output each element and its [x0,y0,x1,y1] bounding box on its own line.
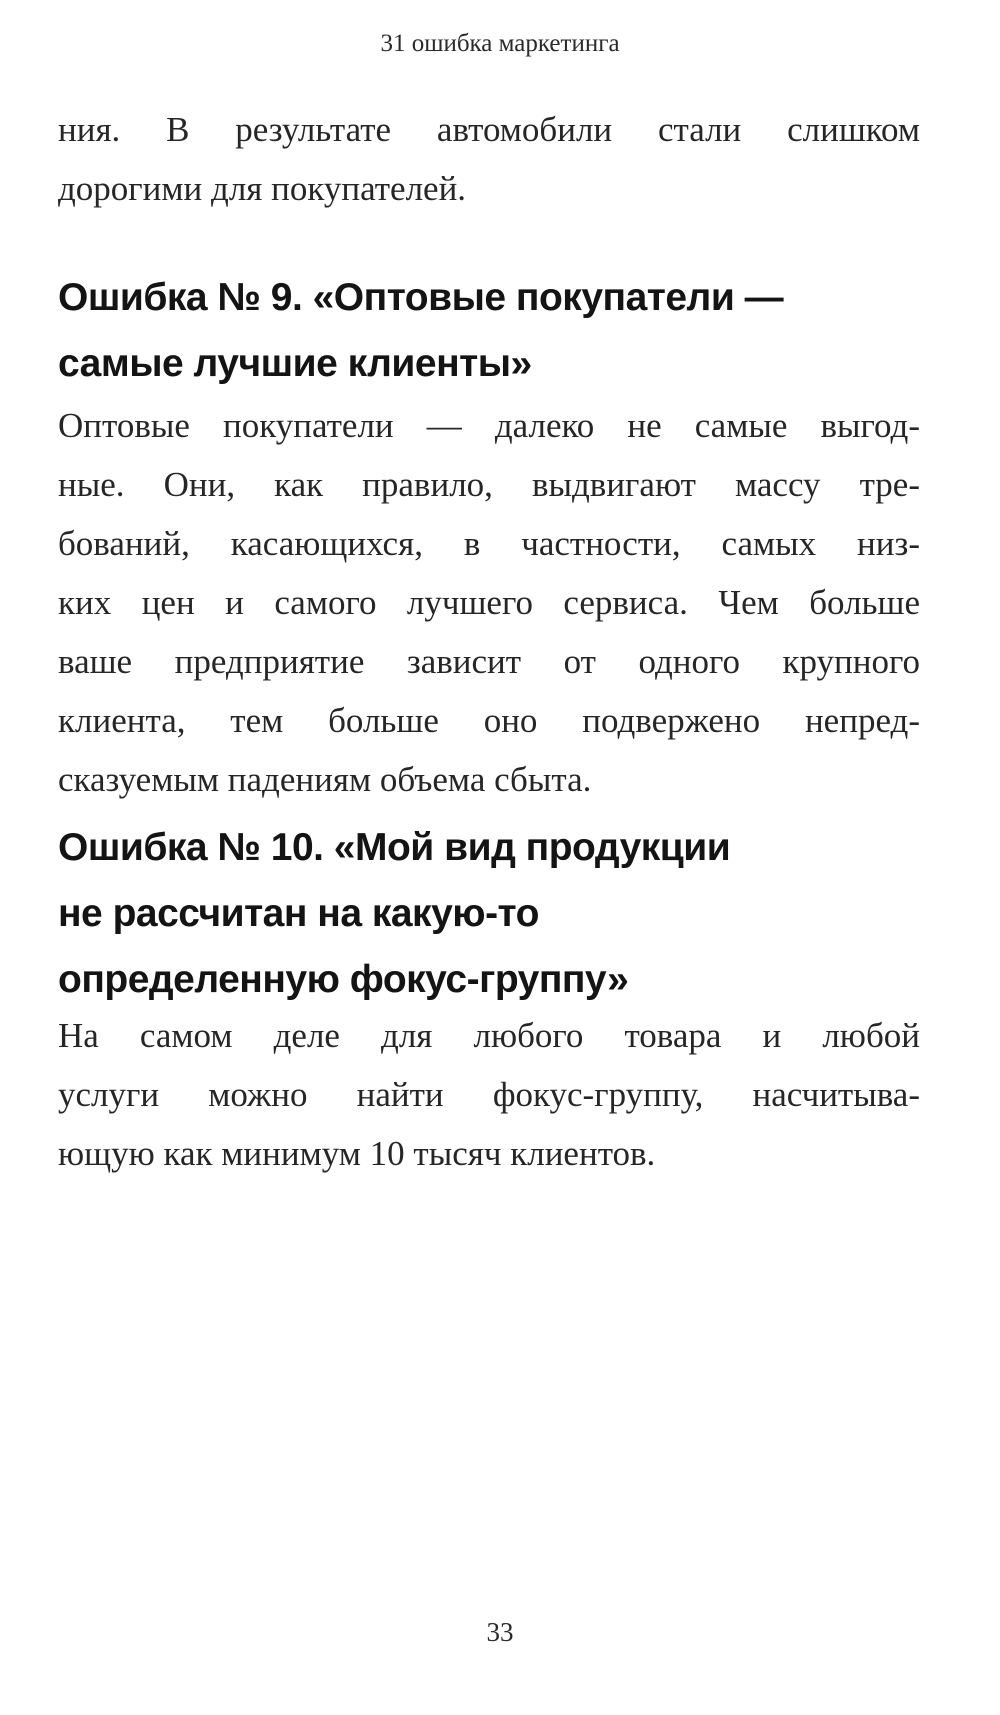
text-line: На самом деле для любого товара и любой [58,1016,920,1055]
text-line: клиента, тем больше оно подвержено непред- [58,701,920,740]
text-line: услуги можно найти фокус-группу, насчитыва- [58,1075,920,1114]
section-heading-10 [58,815,938,1013]
section-heading-9 [58,265,938,397]
heading-line: самые лучшие клиенты» [58,342,532,385]
text-line: Оптовые покупатели — далеко не самые выгод- [58,406,920,445]
text-line: ния. В результате автомобили стали слишком [58,110,920,149]
heading-line: не рассчитан на какую-то [58,892,539,935]
text-line: ющую как минимум 10 тысяч клиентов. [58,1134,656,1173]
heading-line: Ошибка № 9. «Оптовые покупатели — [58,276,784,319]
section-9-paragraph [58,396,920,809]
intro-paragraph [58,100,920,218]
text-line: ные. Они, как правило, выдвигают массу тре- [58,465,920,504]
page-number: 33 [486,1617,514,1647]
text-line: сказуемым падениям объема сбыта. [58,760,592,799]
text-line: ваше предприятие зависит от одного крупного [58,642,920,681]
running-head: 31 ошибка маркетинга [380,30,620,57]
heading-line: Ошибка № 10. «Мой вид продукции [58,826,731,869]
section-10-paragraph [58,1006,920,1183]
text-line: ких цен и самого лучшего сервиса. Чем больше [58,583,920,622]
text-line: бований, касающихся, в частности, самых низ- [58,524,920,563]
text-line: дорогими для покупателей. [58,169,467,208]
heading-line: определенную фокус-группу» [58,958,629,1001]
